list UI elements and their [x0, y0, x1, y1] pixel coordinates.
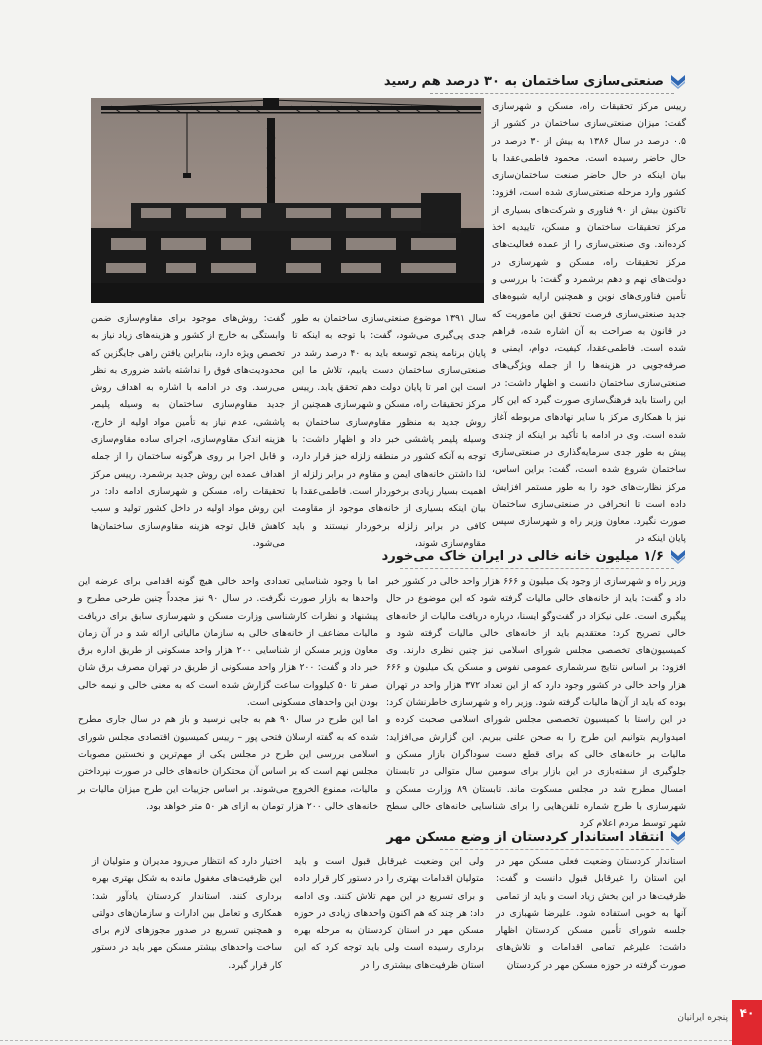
article3-paragraph: استاندار کردستان وضعیت فعلی مسکن مهر در این استان را غیرقابل قبول دانست و گفت: ظرفیت‌ها در این بخش زیاد است و باید از تمامی آنها به خوبی استفاده شود. علیرضا شهبازی در جلسه شورای تأمین مسکن کردستان اظهار داشت: علیرغم تمامی اقدامات و تلاش‌های صورت گرفته در حوزه مسکن مهر در کردستان: [496, 856, 686, 971]
article1-paragraph: سال ۱۳۹۱ موضوع صنعتی‌سازی ساختمان به طور جدی پی‌گیری می‌شود، گفت: با توجه به اینکه تا پایان برنامه پنجم توسعه باید به ۴۰ درصد رشد در صنعتی‌سازی ساختمان دست یابیم، تلاش ما این است این امر تا پایان دولت دهم تحقق یابد. رییس مرکز تحقیقات راه، مسکن و شهرسازی همچنین از روش جدید به منظور مقاوم‌سازی ساختمان به وسیله پلیمر پاششی خبر داد و اظهار داشت: با توجه به آنکه کشور در منطقه زلزله خیز قرار دارد، لذا داشتن خانه‌های ایمن و مقاوم در برابر زلزله از اهمیت بسیار زیادی برخوردار است. فاطمی‌عقدا با بیان اینکه بسیاری از خانه‌های موجود از مقاومت کافی در برابر زلزله برخوردار نیستند و باید مقاوم‌سازی شوند،: [292, 313, 486, 549]
article3-paragraph: ولی این وضعیت غیرقابل قبول است و باید متولیان اقدامات بهتری را در دستور کار قرار داده و برای تسریع در این مهم تلاش کنند. وی ادامه داد: هر چند که هم اکنون واحدهای زیادی در حوزه مسکن مهر در استان کردستان به مرحله بهره برداری رسیده است ولی باید توجه کرد که این استان ظرفیت‌های بیشتری را در: [294, 856, 484, 971]
title-divider: [440, 849, 674, 850]
article1-column-middle: [292, 310, 486, 549]
article2-title: ۱/۶ میلیون خانه خالی در ایران خاک می‌خورد: [381, 548, 664, 564]
title-divider: [400, 568, 674, 569]
article2-column-right: [386, 573, 686, 843]
article3-heading: [386, 826, 686, 848]
article2-paragraph: اما با وجود شناسایی تعدادی واحد خالی هیچ گونه اقدامی برای عرضه این واحدها به بازار صورت نگرفت. در سال ۹۰ نیز مجدداً چنین طرحی مطرح و پیشنهاد و نظرات کارشناسی وزارت مسکن و شهرسازی سابق برای دریافت مالیات مضاعف از خانه‌های خالی به سازمان مالیاتی ارائه شد و در آن زمان معاون وزیر مسکن از شناسایی ۲۰۰ هزار واحد مسکونی از طریق اداره برق خبر داد و گفت: ۲۰۰ هزار واحد مسکونی از طریق در تهران مصرف برق شان صفر تا ۵۰ کیلووات ساعت گزارش شده است که به معنی خالی و نیمه خالی بودن این واحدهای مسکونی است.: [78, 576, 379, 709]
article3-column-1: [496, 853, 686, 978]
article1-column-right: [492, 98, 686, 550]
magazine-name: پنجره ایرانیان: [677, 1013, 728, 1023]
article3-paragraph: اختیار دارد که انتظار می‌رود مدیران و متولیان از این ظرفیت‌های مغفول مانده به شکل بهتری بهره برداری کنند. استاندار کردستان یادآور شد: همکاری و تعامل بین ادارات و سازمان‌های دولتی و همچنین تسریع در صدور مجوزهای لازم برای ساخت واحدهای بیشتر مسکن مهر باید در دستور کار قرار گیرد.: [92, 856, 282, 971]
article2-paragraph: وزیر راه و شهرسازی از وجود یک میلیون و ۶۶۶ هزار واحد خالی در کشور خبر داد و گفت: باید از خانه‌های خالی مالیات گرفته شود که این موضوع در حال پیگیری است. علی نیکزاد در گفت‌وگو ایسنا، درباره دریافت مالیات از خانه‌های خالی تصریح کرد: معتقدیم باید از خانه‌های خالی مالیات گرفته شود و کمیسیون‌های تخصصی مجلس شورای اسلامی نیز چنین نظری دارند. وی افزود: بر اساس نتایج سرشماری عمومی نفوس و مسکن یک میلیون و ۶۶۶ هزار واحد خالی در کشور وجود دارد که از این تعداد ۳۷۲ هزار واحد در تهران بوده که باید از آن‌ها مالیات گرفته شود. وزیر راه و شهرسازی خاطرنشان کرد: در این راستا با کمیسیون تخصصی مجلس شورای اسلامی صحبت کرده و امیدواریم بتوانیم این طرح را به صحن علنی ببریم. این گزارش می‌افزاید: مالیات بر خانه‌های خالی که برای قطع دست سوداگران بازار مسکن و جلوگیری از سفته‌بازی در این بازار برای سومین سال متوالی در تابستان امسال مطرح شد در مجلس مسکوت ماند. تابستان ۸۹ وزارت مسکن و شهرسازی با طرح شماره تلفن‌هایی را برای شناسایی خانه‌های خالی سطح شهر توسط مردم اعلام کرد: [386, 576, 686, 830]
article3-column-3: [92, 853, 282, 978]
chevron-down-icon: [670, 829, 686, 845]
title-divider: [430, 93, 674, 94]
chevron-down-icon: [670, 73, 686, 89]
construction-crane-photo: [91, 98, 484, 303]
footer-divider: [0, 1040, 732, 1041]
article1-heading: [384, 70, 686, 92]
article1-paragraph: گفت: روش‌های موجود برای مقاوم‌سازی ضمن وابستگی به خارج از کشور و هزینه‌های زیاد نیاز به تخصص ویژه دارد، بنابراین یافتن راهی جایگزین که محدودیت‌های فوق را نداشته باشد ضروری به نظر می‌رسد. وی در ادامه با اشاره به اهداف روش جدید مقاوم‌سازی ساختمان به وسیله پلیمر پاششی، عدم نیاز به تأمین مواد اولیه از خارج، هزینه اندک مقاوم‌سازی، اجرای ساده مقاوم‌سازی و قابل اجرا بر روی هرگونه ساختمان را از جمله اهداف عمده این روش جدید برشمرد. رییس مرکز تحقیقات راه، مسکن و شهرسازی ادامه داد: در این روش مواد اولیه در داخل کشور تولید و سبب کاهش قابل توجه هزینه مقاوم‌سازی ساختمان‌ها می‌شود.: [91, 313, 285, 549]
article3-column-2: [294, 853, 484, 978]
article1-title: صنعتی‌سازی ساختمان به ۳۰ درصد هم رسید: [383, 73, 664, 89]
page-number: ۴۰: [739, 1006, 755, 1020]
chevron-down-icon: [670, 548, 686, 564]
article2-column-left: [78, 573, 378, 843]
article1-paragraph: رییس مرکز تحقیقات راه، مسکن و شهرسازی گفت: میزان صنعتی‌سازی ساختمان در کشور از ۰.۵ درصد در سال ۱۳۸۶ به بیش از ۳۰ درصد در حال حاضر رسیده است. محمود فاطمی‌عقدا با بیان اینکه در حال حاضر صنعت ساختمان‌سازی کشور وارد مرحله صنعتی‌سازی شده است، افزود: تاکنون بیش از ۹۰ فناوری و شرکت‌های بسیاری از مرکز تحقیقات ساختمان و مسکن، تاییدیه اخذ کرده‌اند. وی صنعتی‌سازی را از عمده فعالیت‌های مرکز تحقیقات راه، مسکن و شهرسازی در دولت‌های نهم و دهم برشمرد و گفت: با بررسی و تأمین فناوری‌های نوین و همچنین ارایه شیوه‌های جدید صنعتی‌سازی فرصت تحقق این ماموریت که در قانون به صراحت به آن اشاره شده، فراهم شده است. فاطمی‌عقدا، کیفیت، دوام، ایمنی و صرفه‌جویی در هزینه‌ها را از جمله ویژگی‌های صنعتی‌سازی ساختمان دانست و اظهار داشت: در این راستا باید فرهنگ‌سازی صورت گیرد که این کار نیز با همکاری مرکز با سایر نهادهای مربوطه آغاز شده است. وی در ادامه با تأکید بر اینکه از چندی پیش به طور جدی سرمایه‌گذاری در صنعتی‌سازی ساختمان شروع شده است، گفت: براین اساس، مرکز نظارت‌های خود را به طور مستمر افزایش داده است تا انحرافی در صنعتی‌سازی ساختمان صورت نگیرد. معاون وزیر راه و شهرسازی سپس پایان اینکه در: [492, 101, 686, 545]
article3-title: انتقاد استاندار کردستان از وضع مسکن مهر: [386, 829, 664, 845]
article1-column-left: [91, 310, 285, 549]
article2-paragraph: اما این طرح در سال ۹۰ هم به جایی نرسید و باز هم در سال جاری مطرح شده که به گفته ارسلان فتحی پور – رییس کمیسیون اقتصادی مجلس شورای اسلامی بررسی این طرح در مجلس یکی از مهم‌ترین و نخستین مصوبات مجلس نهم است که بر اساس آن محتکران خانه‌های خالی در صورت نپرداختن مالیات، ممنوع الخروج می‌شوند. بر اساس جزییات این طرح میزان مالیات بر خانه‌های خالی ۲۰۰ هزار تومان به ازای هر ۵۰ متر خواهد بود.: [78, 714, 378, 812]
article2-heading: [382, 545, 686, 567]
